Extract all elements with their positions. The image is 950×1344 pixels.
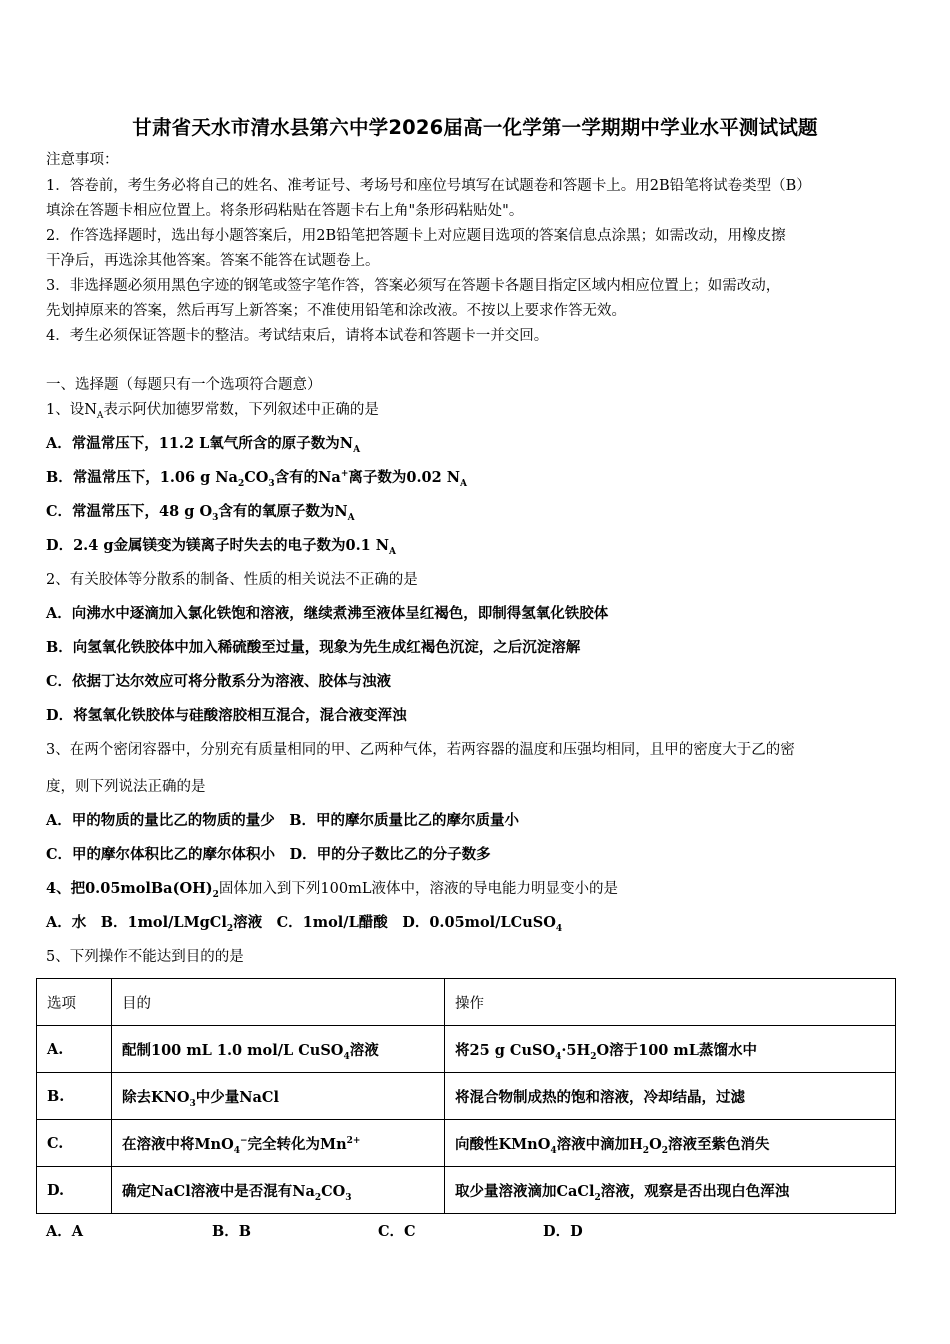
row-d-option: D. bbox=[37, 1167, 112, 1214]
q2-stem: 2、有关胶体等分散系的制备、性质的相关说法不正确的是 bbox=[46, 572, 418, 588]
q3-stem-1: 3、在两个密闭容器中，分别充有质量相同的甲、乙两种气体，若两容器的温度和压强均相同，且甲的密度大于乙的密 bbox=[46, 742, 795, 758]
notice-2b: 干净后，再选涂其他答案。答案不能答在试题卷上。 bbox=[46, 253, 380, 269]
q1-stem: 1、设$N_A$表示阿伏加德罗常数，下列叙述中正确的是 bbox=[46, 402, 379, 421]
notice-1a: 1．答卷前，考生务必将自己的姓名、准考证号、考场号和座位号填写在试题卷和答题卡上。用2B铅笔将试卷类型（B） bbox=[46, 178, 811, 194]
row-a-operation: 将25 g $CuSO_4\cdot 5H_2O$溶于100 mL蒸馏水中 bbox=[445, 1026, 896, 1073]
notice-heading: 注意事项： bbox=[46, 152, 119, 168]
row-c-operation: 向酸性KMnO$_4$溶液中滴加$H_2O_2$溶液至紫色消失 bbox=[445, 1120, 896, 1167]
q4-options: A．水 B．1mol/LMgCl$_2$溶液 C．1mol/L醋酸 D．0.05mol/LCuSO$_4$ bbox=[46, 914, 563, 934]
header-option: 选项 bbox=[37, 979, 112, 1026]
header-goal: 目的 bbox=[112, 979, 445, 1026]
q3-options-ab: A．甲的物质的量比乙的物质的量少 B．甲的摩尔质量比乙的摩尔质量小 bbox=[46, 812, 520, 829]
q2-option-d: D．将氢氧化铁胶体与硅酸溶胶相互混合，混合液变浑浊 bbox=[46, 707, 407, 724]
row-d-operation: 取少量溶液滴加CaCl$_2$溶液，观察是否出现白色浑浊 bbox=[445, 1167, 896, 1214]
q2-option-b: B．向氢氧化铁胶体中加入稀硫酸至过量，现象为先生成红褐色沉淀，之后沉淀溶解 bbox=[46, 639, 581, 656]
q1-option-a: A．常温常压下，11.2 L氧气所含的原子数为$N_A$ bbox=[46, 435, 361, 455]
row-d-goal: 确定NaCl溶液中是否混有$Na_2CO_3$ bbox=[112, 1167, 445, 1214]
notice-3a: 3．非选择题必须用黑色字迹的钢笔或签字笔作答，答案必须写在答题卡各题目指定区域内相应位置上；如需改动， bbox=[46, 278, 781, 294]
q5-answer-a: A．A bbox=[46, 1223, 84, 1240]
q4-stem: 4、把$0.05molBa(OH)_2$固体加入到下列100mL液体中，溶液的导电能力明显变小的是 bbox=[46, 880, 618, 900]
q3-stem-2: 度，则下列说法正确的是 bbox=[46, 779, 206, 795]
q5-stem: 5、下列操作不能达到目的的是 bbox=[46, 949, 244, 965]
row-a-option: A. bbox=[37, 1026, 112, 1073]
notice-1b: 填涂在答题卡相应位置上。将条形码粘贴在答题卡右上角"条形码粘贴处"。 bbox=[46, 203, 524, 219]
q5-answer-c: C．C bbox=[378, 1223, 416, 1240]
header-operation: 操作 bbox=[445, 979, 896, 1026]
table-row bbox=[37, 1073, 896, 1120]
q1-option-d: D．2.4 g金属镁变为镁离子时失去的电子数为0.1 $N_A$ bbox=[46, 537, 396, 557]
q2-option-a: A．向沸水中逐滴加入氯化铁饱和溶液，继续煮沸至液体呈红褐色，即制得氢氧化铁胶体 bbox=[46, 605, 609, 622]
notice-2a: 2．作答选择题时，选出每小题答案后，用2B铅笔把答题卡上对应题目选项的答案信息点涂黑；如需改动，用橡皮擦 bbox=[46, 228, 786, 244]
table-row bbox=[37, 1026, 896, 1073]
section-heading: 一、选择题（每题只有一个选项符合题意） bbox=[46, 377, 322, 393]
notice-3b: 先划掉原来的答案，然后再写上新答案；不准使用铅笔和涂改液。不按以上要求作答无效。 bbox=[46, 303, 626, 319]
row-c-goal: 在溶液中将MnO$_4$−完全转化为$Mn^{2+}$ bbox=[112, 1120, 445, 1167]
table-header-row bbox=[37, 979, 896, 1026]
q1-option-c: C．常温常压下，48 g $O_3$含有的氧原子数为$N_A$ bbox=[46, 503, 355, 523]
row-a-goal: 配制100 mL 1.0 mol/L CuSO$_4$溶液 bbox=[112, 1026, 445, 1073]
notice-4: 4．考生必须保证答题卡的整洁。考试结束后，请将本试卷和答题卡一并交回。 bbox=[46, 328, 549, 344]
table-row bbox=[37, 1167, 896, 1214]
page-title: 甘肃省天水市清水县第六中学2026届高一化学第一学期期中学业水平测试试题 bbox=[132, 116, 818, 139]
q3-options-cd: C．甲的摩尔体积比乙的摩尔体积小 D．甲的分子数比乙的分子数多 bbox=[46, 846, 491, 863]
q2-option-c: C．依据丁达尔效应可将分散系分为溶液、胶体与浊液 bbox=[46, 673, 392, 690]
row-b-goal: 除去$KNO_3$中少量NaCl bbox=[112, 1073, 445, 1120]
q5-answer-d: D．D bbox=[543, 1223, 583, 1240]
row-b-operation: 将混合物制成热的饱和溶液，冷却结晶，过滤 bbox=[445, 1073, 896, 1120]
row-c-option: C. bbox=[37, 1120, 112, 1167]
q1-option-b: B．常温常压下，1.06 g $Na_2CO_3$含有的Na+离子数为0.02 $N_A$ bbox=[46, 469, 467, 489]
table-row bbox=[37, 1120, 896, 1167]
row-b-option: B. bbox=[37, 1073, 112, 1120]
q5-answer-b: B．B bbox=[212, 1223, 252, 1240]
q5-table bbox=[36, 978, 896, 1214]
